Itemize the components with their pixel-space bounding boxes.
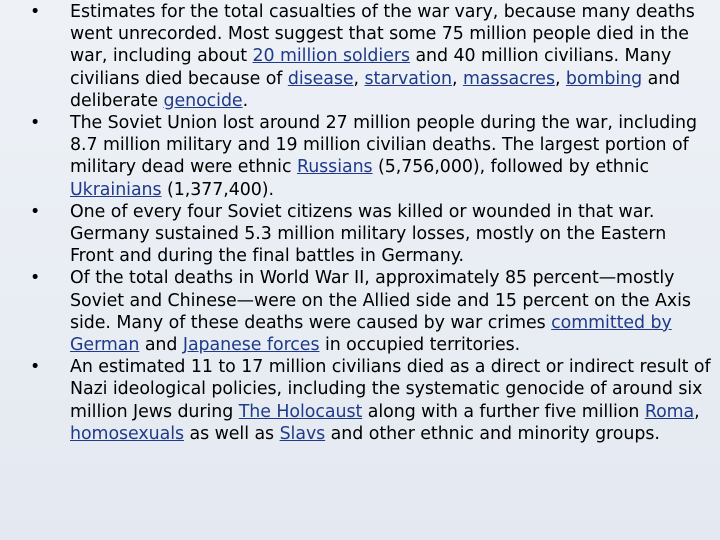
bullet-text: One of every four Soviet citizens was killed or wounded in that war. Germany sustained 5.3 million military losses, mostly on the Eastern Front and during the final battles in Germany. <box>70 201 667 267</box>
link-homosexuals[interactable]: homosexuals <box>70 423 185 444</box>
bullet-text: , <box>451 68 463 89</box>
bullet-text: Of the total deaths in World War II, approximately 85 percent—mostly Soviet and Chinese—were on the Allied side and 15 percent on the Axis side. Many of these deaths were caused by war crimes <box>70 268 691 333</box>
bullet-text: along with a further five million <box>362 401 645 422</box>
link-bombing[interactable]: bombing <box>565 68 643 89</box>
bullet-text: and other ethnic and minority groups. <box>325 423 660 444</box>
bullet-nazi-policies <box>30 356 714 445</box>
bullet-marker: • <box>30 2 41 22</box>
bullet-soviet-losses <box>30 112 714 201</box>
bullet-text: and <box>139 335 183 356</box>
bullet-marker: • <box>30 113 41 134</box>
bullet-marker: • <box>30 201 41 222</box>
bullet-text: , <box>353 68 365 89</box>
link-japanese-forces[interactable]: Japanese forces <box>182 335 320 356</box>
link-ukrainians[interactable]: Ukrainians <box>70 179 162 200</box>
bullet-soviet-citizens <box>30 201 714 268</box>
link-russians[interactable]: Russians <box>296 157 373 178</box>
link-the-holocaust[interactable]: The Holocaust <box>238 401 363 422</box>
bullet-marker: • <box>30 268 41 289</box>
bullet-text: (5,756,000), followed by ethnic <box>372 157 650 178</box>
bullet-allied-axis-deaths <box>30 267 714 356</box>
link-starvation[interactable]: starvation <box>364 68 452 89</box>
bullet-text: . <box>242 90 249 111</box>
link-slavs[interactable]: Slavs <box>279 423 326 444</box>
bullet-text: and deliberate <box>70 68 681 111</box>
bullet-marker: • <box>30 357 41 378</box>
link-roma[interactable]: Roma <box>644 401 695 422</box>
bullet-text: and 40 million civilians. Many civilians died because of <box>70 46 672 89</box>
bullet-text: , <box>554 68 566 89</box>
link-committed-by-german[interactable]: committed by German <box>70 312 672 356</box>
bullet-text: An estimated 11 to 17 million civilians died as a direct or indirect result of Nazi ideological policies, including the systematic genocide of around six million Jews during <box>70 357 711 422</box>
bullet-list <box>30 1 714 445</box>
bullet-text: The Soviet Union lost around 27 million people during the war, including 8.7 million military and 19 million civilian deaths. The largest portion of military dead were ethnic <box>70 113 698 178</box>
link-disease[interactable]: disease <box>287 68 354 89</box>
bullet-text: in occupied territories. <box>319 335 521 356</box>
bullet-text: , <box>694 401 700 422</box>
bullet-casualties-estimate <box>30 1 714 112</box>
link-20-million-soldiers[interactable]: 20 million soldiers <box>252 46 410 67</box>
link-genocide[interactable]: genocide <box>163 90 243 111</box>
link-massacres[interactable]: massacres <box>462 68 555 89</box>
bullet-text: Estimates for the total casualties of the war vary, because many deaths went unrecorded. Most suggest that some 75 million people died in the war, including about <box>70 2 695 67</box>
bullet-text: as well as <box>184 423 280 444</box>
bullet-text: (1,377,400). <box>161 179 275 200</box>
